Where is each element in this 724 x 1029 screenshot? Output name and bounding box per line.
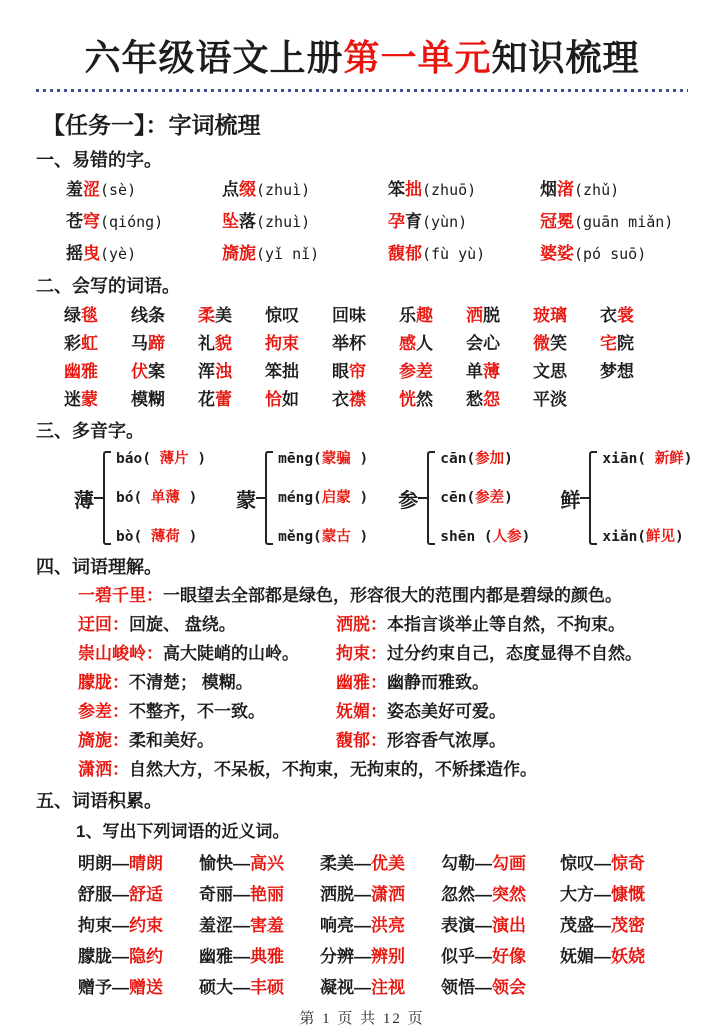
synonym-pair: 妩媚—妖娆 <box>560 947 645 966</box>
pinyin: (yùn) <box>422 213 468 231</box>
pinyin: (fù yù) <box>422 245 486 263</box>
synonym-pair: 凝视—注视 <box>320 978 405 997</box>
polyphone-entry: méng(启蒙 ) <box>278 490 369 506</box>
word-item: 摇曳(yè) <box>66 244 137 263</box>
task-header: 【任务一】：字词梳理 <box>42 112 261 138</box>
polyphone-group <box>398 450 530 546</box>
word-item: 感人 <box>399 334 433 353</box>
word-item: 模糊 <box>131 390 165 409</box>
definition-right: 妩媚：姿态美好可爱。 <box>336 702 506 721</box>
polyphone-group <box>74 450 206 546</box>
synonyms-grid <box>78 852 724 999</box>
section5-header: 五、词语积累。 <box>36 791 162 811</box>
synonym-pair: 惊叹—惊奇 <box>560 854 645 873</box>
page-number: 第 1 页 共 12 页 <box>299 1011 425 1027</box>
polyphone-entry: xiǎn(鲜见) <box>602 529 684 545</box>
synonym-pair: 分辨—辨别 <box>320 947 405 966</box>
word-item: 花蕾 <box>198 390 232 409</box>
word-item: 幽雅 <box>64 362 98 381</box>
word-item: 拘束 <box>265 334 299 353</box>
word-item: 笨拙 <box>265 362 299 381</box>
definition-right: 馥郁：形容香气浓厚。 <box>336 731 506 750</box>
polyphone-char: 蒙 <box>236 489 257 512</box>
word-item: 恰如 <box>265 390 299 409</box>
synonym-pair: 硕大—丰硕 <box>199 978 284 997</box>
word-item: 单薄 <box>466 362 500 381</box>
synonyms-subheader: 1、写出下列词语的近义词。 <box>76 822 290 841</box>
word-item: 马蹄 <box>131 334 165 353</box>
section3-header: 三、多音字。 <box>36 421 144 441</box>
dotted-divider <box>36 88 688 92</box>
polyphone-entry: báo( 薄片 ) <box>116 451 207 467</box>
pinyin: (guān miǎn) <box>574 213 674 231</box>
word-item: 迷蒙 <box>64 390 98 409</box>
synonym-pair: 洒脱—潇洒 <box>320 885 405 904</box>
polyphone-entries <box>273 450 368 546</box>
synonym-pair: 朦胧—隐约 <box>78 947 163 966</box>
title-pre: 六年级语文上册 <box>84 37 344 78</box>
synonym-pair: 赠予—赠送 <box>78 978 163 997</box>
word-item: 冠冕(guān miǎn) <box>540 212 674 231</box>
word-item: 烟渚(zhǔ) <box>540 180 620 199</box>
easy-error-grid <box>66 178 724 266</box>
word-item: 礼貌 <box>198 334 232 353</box>
brace-connector <box>580 497 589 499</box>
word-item: 线条 <box>131 306 165 325</box>
word-item: 旖旎(yǐ nǐ) <box>222 244 320 263</box>
brace-connector <box>256 497 265 499</box>
word-item: 孕育(yùn) <box>388 212 468 231</box>
synonym-pair: 奇丽—艳丽 <box>199 885 284 904</box>
word-item: 洒脱 <box>466 306 500 325</box>
synonym-pair: 羞涩—害羞 <box>199 916 284 935</box>
brace <box>427 451 435 545</box>
definition-row <box>78 729 724 752</box>
synonym-pair: 茂盛—茂密 <box>560 916 645 935</box>
synonym-pair: 大方—慷慨 <box>560 885 645 904</box>
brace <box>589 451 597 545</box>
pinyin: (yǐ nǐ) <box>256 245 320 263</box>
polyphone-entry: cān(参加) <box>440 451 513 467</box>
definition-left: 崇山峻岭：高大陡峭的山岭。 <box>78 644 299 663</box>
pinyin: (sè) <box>100 181 137 199</box>
pinyin: (zhǔ) <box>574 181 620 199</box>
word-item: 眼帘 <box>332 362 366 381</box>
synonym-pair: 舒服—舒适 <box>78 885 163 904</box>
word-item: 婆娑(pó suō) <box>540 244 647 263</box>
word-item: 举杯 <box>332 334 366 353</box>
brace-connector <box>418 497 427 499</box>
polyphone-char: 鲜 <box>560 489 581 512</box>
word-item: 馥郁(fù yù) <box>388 244 486 263</box>
polyphone-entry: shēn (人参) <box>440 529 531 545</box>
page-title <box>0 36 724 80</box>
word-item: 玻璃 <box>533 306 567 325</box>
brace <box>103 451 111 545</box>
polyphone-row <box>74 449 724 547</box>
definition-row <box>78 642 724 665</box>
word-item: 苍穹(qióng) <box>66 212 164 231</box>
pinyin: (zhuì) <box>256 213 311 231</box>
synonym-pair: 忽然—突然 <box>441 885 526 904</box>
pinyin: (qióng) <box>100 213 164 231</box>
section2-header: 二、会写的词语。 <box>36 276 180 296</box>
word-item: 坠落(zhuì) <box>222 212 311 231</box>
word-item: 绿毯 <box>64 306 98 325</box>
section4-header: 四、词语理解。 <box>36 557 162 577</box>
synonym-pair: 似乎—好像 <box>441 947 526 966</box>
write-words-grid <box>64 304 724 411</box>
word-item: 参差 <box>399 362 433 381</box>
pinyin: (pó suō) <box>574 245 647 263</box>
polyphone-entry: bò( 薄荷 ) <box>116 529 198 545</box>
definition-left: 朦胧：不清楚； 模糊。 <box>78 673 253 692</box>
word-item: 恍然 <box>399 390 433 409</box>
definition-row <box>78 671 724 694</box>
synonym-pair: 柔美—优美 <box>320 854 405 873</box>
definition-row: 潇洒：自然大方，不呆板，不拘束，无拘束的，不矫揉造作。 <box>78 760 537 779</box>
synonym-pair: 响亮—洪亮 <box>320 916 405 935</box>
definition-right: 幽雅：幽静而雅致。 <box>336 673 489 692</box>
word-item: 梦想 <box>600 362 634 381</box>
brace <box>265 451 273 545</box>
synonym-pair: 明朗—晴朗 <box>78 854 163 873</box>
definition-right: 洒脱：本指言谈举止等自然，不拘束。 <box>336 615 625 634</box>
word-item: 彩虹 <box>64 334 98 353</box>
definitions-list <box>78 584 724 781</box>
pinyin: (yè) <box>100 245 137 263</box>
word-item: 愁怨 <box>466 390 500 409</box>
definition-row: 一碧千里：一眼望去全部都是绿色，形容很大的范围内都是碧绿的颜色。 <box>78 586 622 605</box>
word-item: 微笑 <box>533 334 567 353</box>
polyphone-entry: mēng(蒙骗 ) <box>278 451 369 467</box>
definition-left: 旖旎：柔和美好。 <box>78 731 214 750</box>
synonym-pair: 领悟—领会 <box>441 978 526 997</box>
word-item: 乐趣 <box>399 306 433 325</box>
polyphone-group <box>236 450 368 546</box>
word-item: 点缀(zhuì) <box>222 180 311 199</box>
word-item: 回味 <box>332 306 366 325</box>
word-item: 会心 <box>466 334 500 353</box>
section1-header: 一、易错的字。 <box>36 150 162 170</box>
polyphone-char: 参 <box>398 489 419 512</box>
title-post: 知识梳理 <box>491 37 640 78</box>
definition-left: 参差：不整齐，不一致。 <box>78 702 265 721</box>
polyphone-entry: xiān( 新鲜) <box>602 451 693 467</box>
synonym-pair: 愉快—高兴 <box>199 854 284 873</box>
polyphone-char: 薄 <box>74 489 94 512</box>
brace-connector <box>94 497 103 499</box>
definition-row <box>78 613 724 636</box>
synonym-pair: 幽雅—典雅 <box>199 947 284 966</box>
polyphone-entries <box>597 450 692 546</box>
word-item: 衣裳 <box>600 306 634 325</box>
definition-left: 迂回：回旋、 盘绕。 <box>78 615 236 634</box>
synonym-pair: 勾勒—勾画 <box>441 854 526 873</box>
word-item: 笨拙(zhuō) <box>388 180 477 199</box>
word-item: 平淡 <box>533 390 567 409</box>
polyphone-entry: cēn(参差) <box>440 490 513 506</box>
word-item: 柔美 <box>198 306 232 325</box>
word-item: 文思 <box>533 362 567 381</box>
word-item: 羞涩(sè) <box>66 180 137 199</box>
polyphone-entries <box>435 450 530 546</box>
polyphone-group <box>560 450 692 546</box>
word-item: 伏案 <box>131 362 165 381</box>
definition-row <box>78 700 724 723</box>
word-item: 浑浊 <box>198 362 232 381</box>
word-item: 宅院 <box>600 334 634 353</box>
word-item: 惊叹 <box>265 306 299 325</box>
synonym-pair: 表演—演出 <box>441 916 526 935</box>
pinyin: (zhuō) <box>422 181 477 199</box>
title-highlight: 第一单元 <box>343 37 492 78</box>
polyphone-entry: měng(蒙古 ) <box>278 529 369 545</box>
pinyin: (zhuì) <box>256 181 311 199</box>
polyphone-entry: bó( 单薄 ) <box>116 490 198 506</box>
definition-right: 拘束：过分约束自己，态度显得不自然。 <box>336 644 642 663</box>
word-item: 衣襟 <box>332 390 366 409</box>
polyphone-entries <box>111 450 206 546</box>
synonym-pair: 拘束—约束 <box>78 916 163 935</box>
